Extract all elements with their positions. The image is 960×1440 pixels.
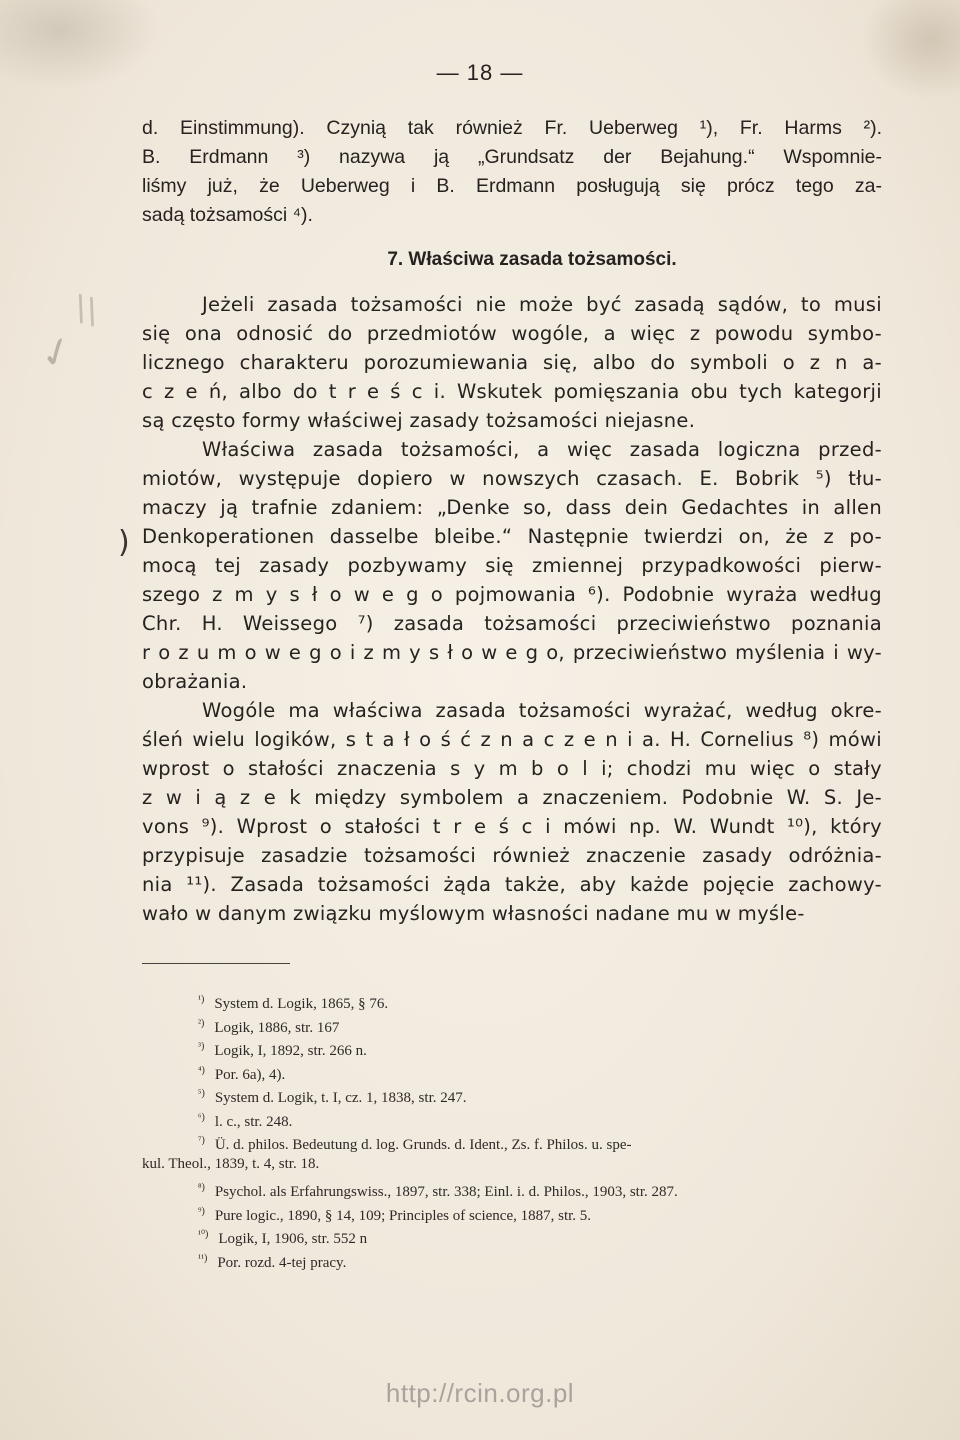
body-text bbox=[142, 114, 882, 928]
footnote-text: System d. Logik, t. I, cz. 1, 1838, str. 247. bbox=[214, 1090, 467, 1106]
text-line: mocą tej zasady pozbywamy się zmiennej przypadkowości pierw- bbox=[142, 554, 882, 577]
footnote bbox=[142, 1200, 882, 1224]
margin-pencil-mark: ✓ bbox=[33, 325, 81, 381]
footnote-mark: ⁵) bbox=[198, 1088, 205, 1099]
text-line: Jeżeli zasada tożsamości nie może być zasadą sądów, to musi bbox=[202, 293, 882, 316]
text-line: B. Erdmann ³) nazywa ją „Grundsatz der Bejahung.“ Wspomnie- bbox=[142, 146, 882, 168]
paragraph-3 bbox=[142, 435, 882, 696]
text-line: vons ⁹). Wprost o stałości t r e ś c i mówi np. W. Wundt ¹⁰), który bbox=[142, 815, 882, 838]
text-line: nia ¹¹). Zasada tożsamości żąda także, aby każde pojęcie zachowy- bbox=[142, 873, 882, 896]
text-line: liśmy już, że Ueberweg i B. Erdmann posługują się prócz tego za- bbox=[142, 175, 882, 197]
footnote-mark: ¹¹) bbox=[198, 1252, 208, 1264]
footnote-text: Logik, 1886, str. 167 bbox=[214, 1019, 340, 1036]
footnote bbox=[142, 1082, 882, 1106]
footnote-text: l. c., str. 248. bbox=[214, 1113, 293, 1130]
footnote-text: System d. Logik, 1865, § 76. bbox=[214, 996, 389, 1012]
text-line: c z e ń, albo do t r e ś c i. Wskutek pomięszania obu tych kategorji bbox=[142, 380, 882, 403]
text-line: Właściwa zasada tożsamości, a więc zasada logiczna przed- bbox=[202, 438, 882, 461]
footnote bbox=[142, 1035, 882, 1059]
footnote-text: Logik, I, 1906, str. 552 n bbox=[218, 1231, 368, 1247]
margin-bracket-mark: ) bbox=[118, 525, 130, 560]
footnote bbox=[142, 1223, 882, 1247]
footnote-divider bbox=[142, 963, 290, 964]
page-number: — 18 — bbox=[436, 60, 524, 85]
paragraph-2 bbox=[142, 290, 882, 435]
text-line: wało w danym związku myślowym własności nadane mu w myśle- bbox=[142, 902, 805, 925]
paragraph-1 bbox=[142, 114, 882, 230]
text-line: d. Einstimmung). Czynią tak również Fr. Ueberweg ¹), Fr. Harms ²). bbox=[142, 117, 882, 139]
footnote-text: kul. Theol., 1839, t. 4, str. 18. bbox=[142, 1155, 320, 1172]
footnote-text: Ü. d. philos. Bedeutung d. log. Grunds. d. Ident., Zs. f. Philos. u. spe- bbox=[214, 1137, 632, 1153]
paragraph-4 bbox=[142, 696, 882, 928]
text-line: maczy ją trafnie zdaniem: „Denke so, dass dein Gedachtes in allen bbox=[142, 496, 882, 519]
text-line: przypisuje zasadzie tożsamości również znaczenie zasady odróżnia- bbox=[142, 844, 882, 867]
footnote-mark: ²) bbox=[198, 1017, 205, 1029]
footnote-mark: ⁸) bbox=[198, 1182, 205, 1193]
footnote-mark: ⁷) bbox=[198, 1135, 205, 1146]
watermark-url[interactable]: http://rcin.org.pl bbox=[385, 1378, 575, 1408]
footnote bbox=[142, 1012, 882, 1036]
text-line: wprost o stałości znaczenia s y m b o l i; chodzi mu więc o stały bbox=[142, 757, 882, 780]
text-line: licznego charakteru porozumiewania się, albo do symboli o z n a- bbox=[142, 351, 882, 374]
text-line: szego z m y s ł o w e g o pojmowania ⁶). Podobnie wyraża według bbox=[142, 583, 882, 606]
footnotes bbox=[142, 988, 882, 1270]
footnote-text: Psychol. als Erfahrungswiss., 1897, str. 338; Einl. i. d. Philos., 1903, str. 287. bbox=[214, 1184, 678, 1200]
text-line: miotów, występuje dopiero w nowszych czasach. E. Bobrik ⁵) tłu- bbox=[142, 467, 882, 490]
text-line: są często formy właściwej zasady tożsamości niejasne. bbox=[142, 409, 696, 432]
footnote-mark: ³) bbox=[198, 1041, 205, 1052]
footnote bbox=[142, 1176, 882, 1200]
footnote-text: Por. rozd. 4-tej pracy. bbox=[217, 1254, 347, 1271]
footnote bbox=[142, 988, 882, 1012]
footnote bbox=[142, 1247, 882, 1271]
text-line: z w i ą z e k między symbolem a znaczeniem. Podobnie W. S. Je- bbox=[142, 786, 882, 809]
footnote-continuation bbox=[142, 1153, 882, 1177]
footnote bbox=[142, 1059, 882, 1083]
margin-pencil-mark-2: \\ bbox=[70, 287, 103, 333]
footnote-mark: ⁶) bbox=[198, 1111, 205, 1123]
footnote-mark: ¹) bbox=[198, 994, 205, 1005]
footnote-mark: ⁹) bbox=[198, 1205, 205, 1217]
text-line: r o z u m o w e g o i z m y s ł o w e g o, przeciwieństwo myślenia i wy- bbox=[142, 641, 882, 664]
text-line: sadą tożsamości ⁴). bbox=[142, 204, 313, 226]
footnote-mark: ⁴) bbox=[198, 1064, 205, 1076]
footnote-text: Por. 6a), 4). bbox=[214, 1066, 286, 1083]
text-line: obrażania. bbox=[142, 670, 248, 693]
text-line: się ona odnosić do przedmiotów wogóle, a więc z powodu symbo- bbox=[142, 322, 882, 345]
footnote bbox=[142, 1106, 882, 1130]
text-line: śleń wielu logików, s t a ł o ś ć z n a c z e n i a. H. Cornelius ⁸) mówi bbox=[142, 728, 882, 751]
footnote bbox=[142, 1129, 882, 1153]
text-line: Wogóle ma właściwa zasada tożsamości wyrażać, według okre- bbox=[202, 699, 882, 722]
footnote-text: Logik, I, 1892, str. 266 n. bbox=[214, 1043, 367, 1059]
text-line: Chr. H. Weissego ⁷) zasada tożsamości przeciwieństwo poznania bbox=[142, 612, 882, 635]
footnote-mark: ¹⁰) bbox=[198, 1229, 209, 1240]
footnote-text: Pure logic., 1890, § 14, 109; Principles of science, 1887, str. 5. bbox=[214, 1207, 592, 1224]
text-line: Denkoperationen dasselbe bleibe.“ Następnie twierdzi on, że z po- bbox=[142, 525, 882, 548]
section-heading: 7. Właściwa zasada tożsamości. bbox=[387, 249, 677, 270]
